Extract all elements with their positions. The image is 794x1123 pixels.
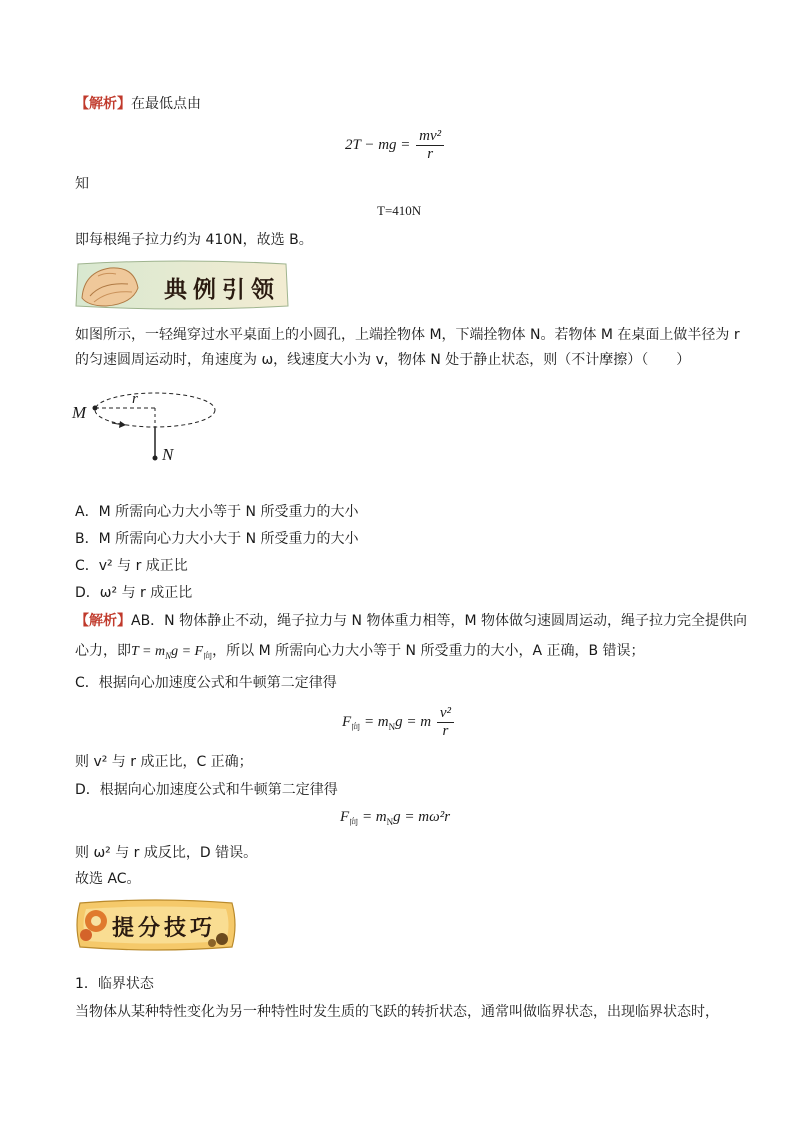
- mass-n-dot: [153, 456, 158, 461]
- equation-c-fraction: $\frac{\text{v²}}{r}$: [437, 705, 454, 740]
- question-line-2: 的匀速圆周运动时，角速度为 ω，线速度大小为 v，物体 N 处于静止状态，则（不计摩擦）（ ）: [75, 352, 691, 368]
- figure-diagram: [70, 385, 230, 470]
- equation-left: 2T − mg =: [345, 136, 411, 153]
- circular-motion-figure: [70, 385, 230, 470]
- option-a: A．M 所需向心力大小等于 N 所受重力的大小: [75, 504, 359, 520]
- analysis-c-intro: C．根据向心加速度公式和牛顿第二定律得: [75, 675, 337, 691]
- analysis-tag: 【解析】: [75, 96, 131, 112]
- banner-title: 典例引领: [164, 276, 280, 303]
- label-n: N: [162, 445, 174, 464]
- fraction-denominator: r: [427, 146, 434, 162]
- equation-tension: [345, 128, 446, 163]
- analysis-line-1: [75, 611, 747, 631]
- banner-typical-example: [72, 258, 292, 314]
- inline-equation: $T = m_Ng = F_向$: [131, 644, 213, 661]
- banner-score-tips: [72, 895, 240, 955]
- label-m: M: [72, 403, 87, 422]
- analysis-d-intro: D．根据向心加速度公式和牛顿第二定律得: [75, 782, 338, 798]
- tension-result: T=410N: [377, 203, 422, 218]
- tip-item-1: 1．临界状态: [75, 976, 154, 992]
- banner-title-2: 提分技巧: [112, 915, 217, 941]
- analysis-intro: [75, 94, 201, 114]
- know-text: 知: [75, 176, 89, 192]
- option-d: D．ω² 与 r 成正比: [75, 585, 193, 601]
- equation-centripetal-omega: $F_向 = m_Ng = m\omega^2r$: [340, 809, 451, 827]
- section1-conclusion: 即每根绳子拉力约为 410N，故选 B。: [75, 232, 313, 248]
- analysis-intro-text: 在最低点由: [131, 96, 201, 112]
- analysis-line-2-post: ，所以 M 所需向心力大小等于 N 所受重力的大小，A 正确，B 错误；: [212, 643, 645, 659]
- mass-m-dot: [93, 406, 98, 411]
- equation-centripetal-v: $F_向 = m_Ng = m$ $\frac{\text{v²}}{r}$: [342, 705, 456, 740]
- question-line-1: 如图所示，一轻绳穿过水平桌面上的小圆孔，上端拴物体 M，下端拴物体 N。若物体 M 在桌面上做半径为 r: [75, 327, 740, 343]
- analysis-line-2: [75, 641, 645, 666]
- tip-item-1-text: 当物体从某种特性变化为另一种特性时发生质的飞跃的转折状态，通常叫做临界状态，出现临界状态时，: [75, 1004, 719, 1020]
- option-c: C．v² 与 r 成正比: [75, 558, 188, 574]
- analysis-line-2-pre: 心力，即: [75, 643, 131, 659]
- analysis-d-conclusion: 则 ω² 与 r 成反比，D 错误。: [75, 845, 258, 861]
- analysis-line-1-text: AB．N 物体静止不动，绳子拉力与 N 物体重力相等，M 物体做匀速圆周运动，绳子拉力完全提供向: [131, 613, 748, 629]
- label-r: r: [132, 391, 138, 407]
- fraction-numerator: mv²: [416, 128, 444, 146]
- analysis-final: 故选 AC。: [75, 871, 141, 887]
- analysis-c-conclusion: 则 v² 与 r 成正比，C 正确；: [75, 754, 253, 770]
- analysis-tag-2: 【解析】: [75, 613, 131, 629]
- option-b: B．M 所需向心力大小大于 N 所受重力的大小: [75, 531, 359, 547]
- equation-fraction: [416, 128, 444, 163]
